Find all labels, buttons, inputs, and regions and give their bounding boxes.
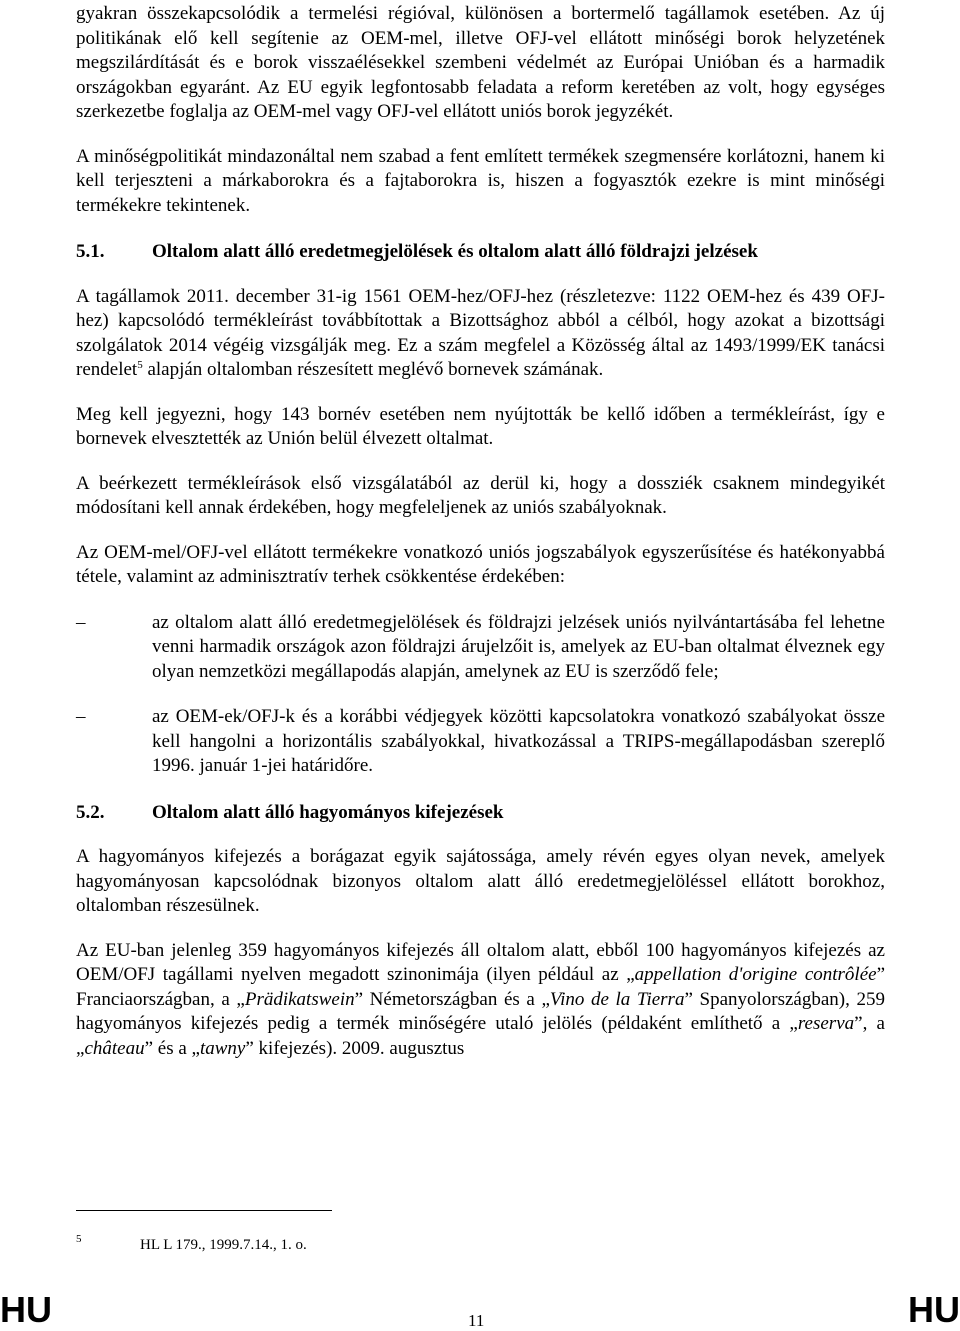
dash-marker: – — [76, 611, 86, 633]
dash-marker: – — [76, 706, 86, 727]
language-code-right: HU — [908, 1289, 960, 1330]
paragraph: A beérkezett termékleírások első vizsgálatából az derül ki, hogy a dossziék csaknem mindegyikét módosítani kell annak érdekében, hogy megfeleljenek az uniós szabályoknak. — [76, 472, 885, 518]
language-code-left: HU — [0, 1289, 52, 1330]
italic-term: reserva — [797, 1013, 855, 1034]
paragraph: Az OEM-mel/OFJ-vel ellátott termékekre vonatkozó uniós jogszabályok egyszerűsítése és hatékonyabbá tétele, valamint az adminisztratív terhek csökkentése érdekében: — [76, 541, 885, 587]
italic-term: tawny — [199, 1037, 246, 1059]
paragraph: Meg kell jegyezni, hogy 143 bornév esetében nem nyújtották be kellő időben a termékleírást, így e bornevek elvesztették az Unión belül élvezett oltalmat. — [76, 403, 885, 449]
footnote-reference[interactable]: 5 — [137, 359, 143, 371]
section-number: 5.1. — [76, 241, 105, 262]
list-item — [76, 611, 885, 685]
section-title: Oltalom alatt álló hagyományos kifejezések — [152, 801, 504, 823]
paragraph-text: ” és a „ — [144, 1037, 200, 1059]
section-number: 5.2. — [76, 801, 105, 823]
document-body — [76, 2, 885, 1061]
paragraph: A hagyományos kifejezés a borágazat egyik sajátossága, amely révén egyes olyan nevek, amelyek hagyományosan kapcsolódnak bizonyos oltalom alatt álló eredetmegjelöléssel ellátott borokhoz, oltalomban részesülnek. — [76, 846, 885, 916]
paragraph-text: ”, a „ — [76, 1013, 885, 1059]
paragraph-text: ” Spanyolországban), 259 hagyományos kifejezés pedig a termék minőségére utaló jelölés (példaként említhető a „ — [76, 988, 885, 1034]
paragraph — [76, 285, 885, 383]
italic-term: appellation d'origine contrôlée — [634, 964, 877, 985]
section-heading-5-2 — [76, 801, 885, 826]
paragraph-text: alapján oltalomban részesített meglévő bornevek számának. — [142, 359, 604, 380]
paragraph-text: ” Németországban és a „ — [354, 988, 550, 1010]
italic-term: Vino de la Tierra — [549, 988, 685, 1010]
paragraph-text: ” kifejezés). 2009. augusztus — [245, 1037, 465, 1059]
paragraph: A minőségpolitikát mindazonáltal nem szabad a fent említett termékek szegmensére korlátozni, hanem ki kell terjeszteni a márkaborokra és a fajtaborokra is, hiszen a fogyasztók ezekre is mint minőségi termékekre tekintenek. — [76, 145, 885, 216]
footnote-text: HL L 179., 1999.7.14., 1. o. — [140, 1237, 307, 1253]
italic-term: château — [84, 1037, 145, 1059]
footnote-divider — [76, 1210, 332, 1211]
paragraph: gyakran összekapcsolódik a termelési régióval, különösen a bortermelő tagállamok esetében. Az új politikának elő kell segítenie az OEM-mel, illetve OFJ-vel ellátott minőségi borok helyzetének megszilárdítását és e borok visszaélésekkel szembeni védelmét az Európai Unióban és a harmadik országokban egyaránt. Az EU egyik legfontosabb feladata a reform keretében az volt, hogy egységes szerkezetbe foglalja az OEM-mel vagy OFJ-vel ellátott uniós borok jegyzékét. — [76, 3, 885, 122]
section-heading-5-1 — [76, 240, 885, 265]
page-number: 11 — [468, 1311, 485, 1330]
list-item-text: az OEM-ek/OFJ-k és a korábbi védjegyek közötti kapcsolatokra vonatkozó szabályokat össze kell hangolni a horizontális szabályokkal, hivatkozással a TRIPS-megállapodásban szereplő 1996. január 1-jei határidőre. — [152, 706, 885, 776]
paragraph-text: ” Franciaországban, a „ — [76, 964, 886, 1010]
paragraph-text: Az EU-ban jelenleg 359 hagyományos kifejezés áll oltalom alatt, ebből 100 hagyományos kifejezés az OEM/OFJ tagállami nyelven megadott szinonimája (ilyen például az „ — [76, 939, 885, 985]
footnote-number: 5 — [76, 1233, 82, 1245]
footnote — [76, 1233, 307, 1254]
section-title: Oltalom alatt álló eredetmegjelölések és oltalom alatt álló földrajzi jelzések — [152, 241, 758, 262]
paragraph-text: A tagállamok 2011. december 31-ig 1561 OEM-hez/OFJ-hez (részletezve: 1122 OEM-hez és 439 OFJ-hez) kapcsolódó termékleírást továbbítottak a Bizottsághoz abból a célból, hogy azokat a bizottsági szolgálatok 2014 végéig vizsgálják meg. Ez a szám megfelel a Közösség által az 1493/1999/EK tanácsi rendelet — [76, 285, 885, 380]
paragraph — [76, 939, 885, 1062]
list-item-text: az oltalom alatt álló eredetmegjelölések és földrajzi jelzések uniós nyilvántartásába fel lehetne venni harmadik országok azon földrajzi árujelzőit is, amelyek az EU-ban oltalmat élveznek egy olyan nemzetközi megállapodás alapján, amelynek az EU is szerződő fele; — [152, 611, 885, 682]
italic-term: Prädikatswein — [244, 988, 355, 1010]
bullet-list — [76, 611, 885, 779]
list-item — [76, 705, 885, 779]
